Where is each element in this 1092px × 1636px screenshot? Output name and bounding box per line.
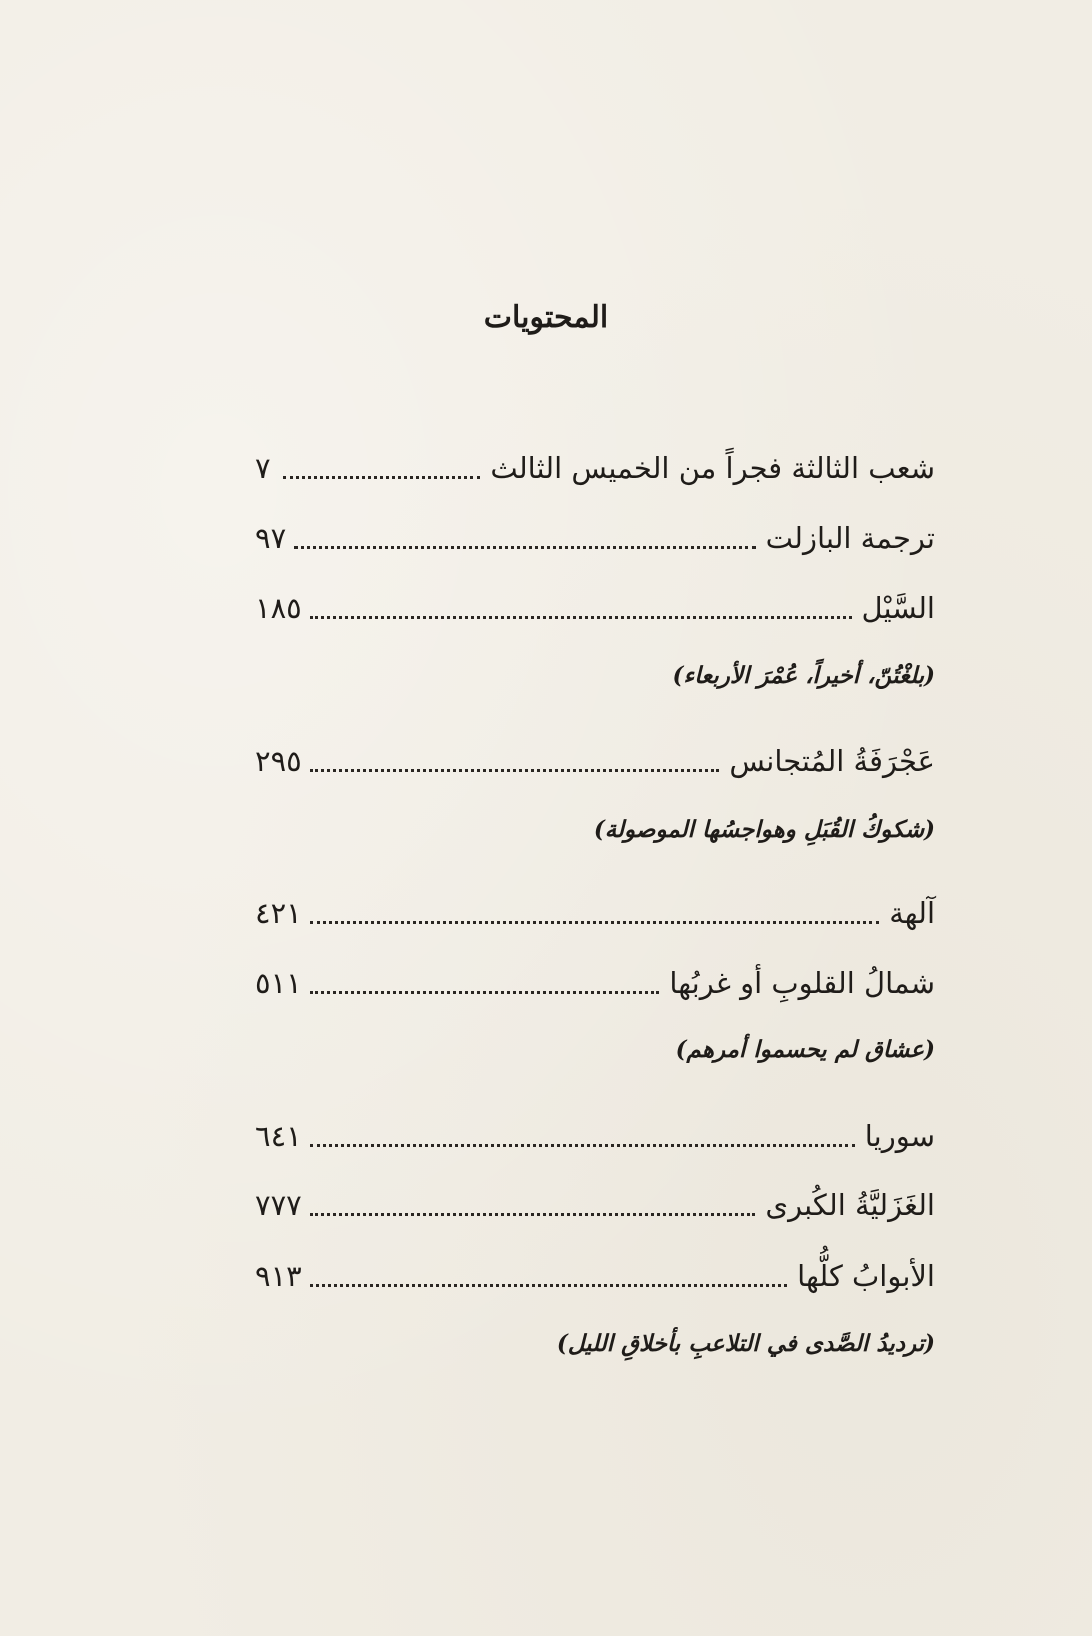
toc-entry-page: ٥١١ xyxy=(255,966,302,1000)
toc-entry[interactable] xyxy=(255,1177,935,1233)
toc-entry-page: ٤٢١ xyxy=(255,896,302,930)
section-subtitle: (بلغْتُنّ، أخيراً، عُمْرَ الأربعاء) xyxy=(672,662,935,689)
toc-entry[interactable] xyxy=(255,733,935,789)
toc-entry[interactable] xyxy=(255,955,935,1011)
dot-leader xyxy=(310,991,660,994)
dot-leader xyxy=(310,616,852,619)
toc-entry-title: شمالُ القلوبِ أو غربُها xyxy=(669,966,935,1000)
toc-entry-title: سوريا xyxy=(864,1119,935,1153)
toc-entry[interactable] xyxy=(255,440,935,496)
toc-entry-page: ٢٩٥ xyxy=(255,744,302,778)
toc-entry[interactable] xyxy=(255,1108,935,1164)
dot-leader xyxy=(310,1213,756,1216)
toc-entry-title: شعب الثالثة فجراً من الخميس الثالث xyxy=(490,451,935,485)
toc-entry-page: ١٨٥ xyxy=(255,591,302,625)
toc-entry-page: ٩٧ xyxy=(255,521,287,555)
page-title: المحتويات xyxy=(483,300,609,335)
toc-entry[interactable] xyxy=(255,510,935,566)
toc-entry-title: السَّيْل xyxy=(861,591,935,625)
toc-entry[interactable] xyxy=(255,1248,935,1304)
toc-entry-title: عَجْرَفَةُ المُتجانس xyxy=(729,744,935,778)
section-subtitle: (عشاق لم يحسموا أمرهم) xyxy=(675,1036,935,1063)
dot-leader xyxy=(310,769,720,772)
section-subtitle: (ترديدُ الصَّدى في التلاعبِ بأخلاقِ الليل) xyxy=(556,1330,935,1357)
toc-entry-title: الغَزَليَّةُ الكُبرى xyxy=(765,1188,935,1222)
dot-leader xyxy=(294,546,756,549)
section-subtitle: (شكوكُ القُبَلِ وهواجسُها الموصولة) xyxy=(593,816,935,843)
toc-entry-page: ٧ xyxy=(255,451,271,485)
dot-leader xyxy=(283,476,480,479)
dot-leader xyxy=(310,921,879,924)
toc-entry-page: ٦٤١ xyxy=(255,1119,302,1153)
toc-entry[interactable] xyxy=(255,885,935,941)
dot-leader xyxy=(310,1144,855,1147)
toc-entry[interactable] xyxy=(255,580,935,636)
dot-leader xyxy=(310,1284,787,1287)
toc-entry-title: الأبوابُ كلُّها xyxy=(797,1259,935,1293)
toc-entry-page: ٩١٣ xyxy=(255,1259,302,1293)
toc-entry-page: ٧٧٧ xyxy=(255,1188,302,1222)
toc-entry-title: ترجمة البازلت xyxy=(765,521,935,555)
toc-entry-title: آلهة xyxy=(889,896,935,930)
